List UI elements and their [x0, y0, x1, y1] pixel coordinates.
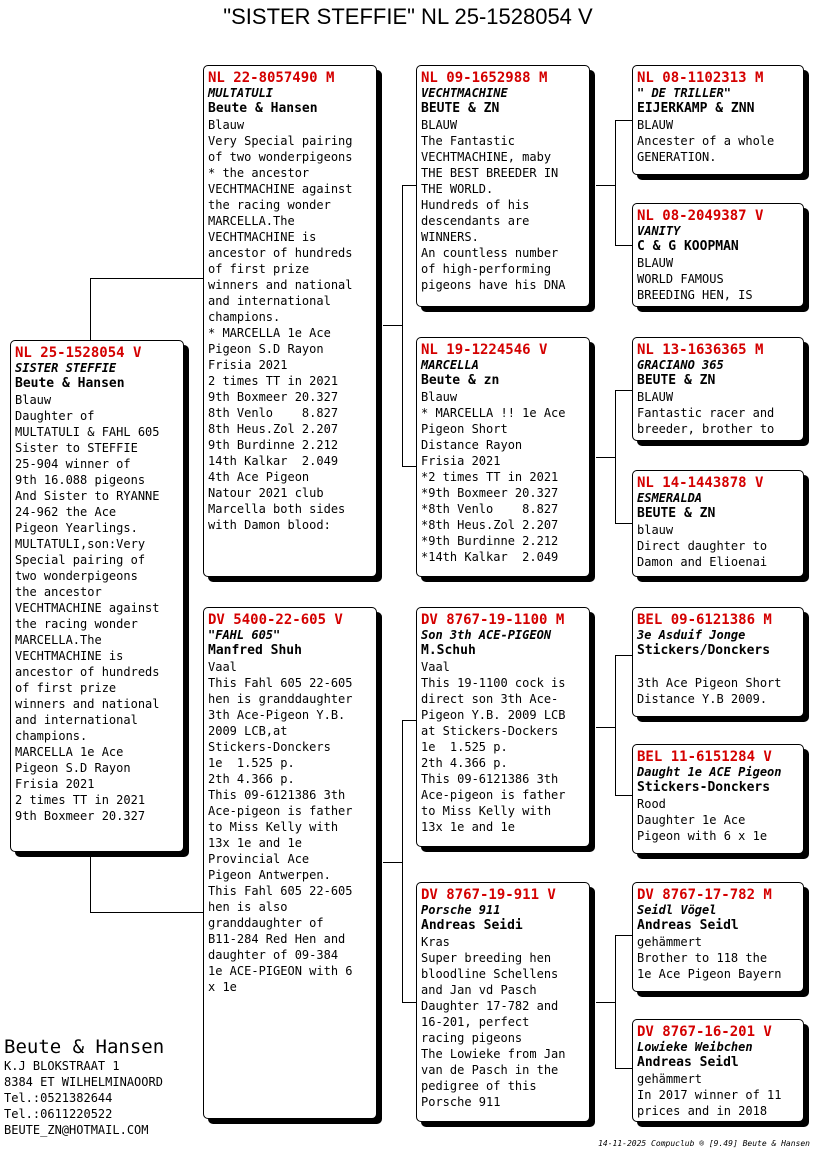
pigeon-color: BLAUW — [637, 390, 674, 404]
ring-number: NL 14-1443878 V — [637, 475, 764, 491]
pigeon-description: Brother to 118 the 1e Ace Pigeon Bayern — [637, 951, 782, 981]
pigeon-name: "FAHL 605" — [208, 628, 281, 642]
connector — [402, 185, 403, 466]
breeder-name: Andreas Seidl — [637, 1055, 739, 1070]
pedigree-card-sire — [203, 65, 377, 577]
connector — [402, 720, 417, 721]
connector — [615, 795, 633, 796]
pigeon-description: Direct daughter to Damon and Elioenai — [637, 539, 768, 569]
connector — [596, 185, 616, 186]
pedigree-card-dam-sire — [416, 607, 590, 847]
connector — [402, 720, 403, 1002]
breeder-name: Manfred Shuh — [208, 643, 302, 658]
ring-number: DV 8767-17-782 M — [637, 887, 772, 903]
breeder-name: Beute & Hansen — [15, 376, 125, 391]
connector — [90, 278, 204, 279]
pigeon-description: This 19-1100 cock is direct son 3th Ace- Pigeon Y.B. 2009 LCB at Stickers-Dockers 1e 1.525 p. 2th 4.366 p. This 09-6121386 3th Ace-pigeon is father to Miss Kelly with 13x 1e and 1e — [421, 676, 566, 834]
connector — [615, 120, 616, 245]
pigeon-description: WORLD FAMOUS BREEDING HEN, IS — [637, 272, 753, 302]
pigeon-description: In 2017 winner of 11 prices and in 2018 — [637, 1088, 782, 1118]
breeder-name: Andreas Seidl — [637, 918, 739, 933]
ring-number: NL 09-1652988 M — [421, 70, 548, 86]
pigeon-name: Daught 1e ACE Pigeon — [637, 765, 782, 779]
pigeon-description: Very Special pairing of two wonderpigeons * the ancestor VECHTMACHINE against the racing wonder MARCELLA.The VECHTMACHINE is ancestor of hundreds of first prize winners and national and international champions. * MARCELLA 1e Ace Pigeon S.D Rayon Frisia 2021 2 times TT in 2021 9th Boxmeer 20.327 8th Venlo 8.827 8th Heus.Zol 2.207 9th Burdinne 2.212 14th Kalkar 2.049 4th Ace Pigeon Natour 2021 club Marcella both sides with Damon blood: — [208, 134, 353, 532]
pigeon-name: Son 3th ACE-PIGEON — [421, 628, 552, 642]
owner-phone-2: Tel.:0611220522 — [4, 1107, 113, 1121]
pedigree-card-sire-dam — [416, 337, 590, 577]
pedigree-card-sdd — [632, 470, 804, 577]
footer-credit: 14-11-2025 Compuclub ® [9.49] Beute & Hansen — [598, 1139, 810, 1148]
pigeon-color: Blauw — [421, 390, 458, 404]
pedigree-card-dam-dam — [416, 882, 590, 1122]
pigeon-color: gehämmert — [637, 1072, 703, 1086]
pigeon-name: Seidl Vögel — [637, 903, 717, 917]
pigeon-name: Porsche 911 — [421, 903, 501, 917]
connector — [615, 523, 633, 524]
pigeon-color: Kras — [421, 935, 450, 949]
pigeon-color: BLAUW — [421, 118, 458, 132]
breeder-name: Stickers/Donckers — [637, 643, 771, 658]
page-title: "SISTER STEFFIE" NL 25-1528054 V — [223, 4, 593, 29]
connector — [596, 1002, 616, 1003]
pigeon-description: Daughter 1e Ace Pigeon with 6 x 1e — [637, 813, 768, 843]
connector — [596, 457, 616, 458]
connector — [615, 390, 616, 523]
breeder-name: Beute & Hansen — [208, 101, 318, 116]
pigeon-color: BLAUW — [637, 118, 674, 132]
pigeon-name: VANITY — [637, 224, 681, 238]
ring-number: DV 8767-19-911 V — [421, 887, 556, 903]
breeder-name: Beute & zn — [421, 373, 500, 388]
owner-city: 8384 ET WILHELMINAOORD — [4, 1075, 163, 1089]
connector — [90, 912, 204, 913]
breeder-name: EIJERKAMP & ZNN — [637, 101, 755, 116]
owner-name: Beute & Hansen — [4, 1036, 165, 1058]
pigeon-name: MARCELLA — [421, 358, 479, 372]
pedigree-card-subject — [10, 340, 184, 852]
ring-number: DV 8767-19-1100 M — [421, 612, 565, 628]
ring-number: NL 25-1528054 V — [15, 345, 142, 361]
pigeon-color — [637, 659, 799, 675]
pigeon-color: gehämmert — [637, 935, 703, 949]
pedigree-card-sds — [632, 337, 804, 441]
ring-number: BEL 09-6121386 M — [637, 612, 772, 628]
connector — [615, 935, 616, 1068]
breeder-name: BEUTE & ZN — [637, 373, 716, 388]
pigeon-color: Vaal — [421, 660, 450, 674]
pigeon-name: Lowieke Weibchen — [637, 1040, 753, 1054]
pigeon-color: Vaal — [208, 660, 237, 674]
ring-number: NL 13-1636365 M — [637, 342, 764, 358]
connector — [596, 727, 616, 728]
pedigree-card-sss — [632, 65, 804, 175]
connector — [402, 185, 417, 186]
pedigree-card-dss — [632, 607, 804, 717]
connector — [402, 466, 417, 467]
connector — [90, 852, 91, 912]
pigeon-description: * MARCELLA !! 1e Ace Pigeon Short Distance Rayon Frisia 2021 *2 times TT in 2021 *9th Boxmeer 20.327 *8th Venlo 8.827 *8th Heus.Zol 2.207 *9th Burdinne 2.212 *14th Kalkar 2.049 — [421, 406, 566, 564]
ring-number: NL 08-1102313 M — [637, 70, 764, 86]
connector — [615, 120, 633, 121]
breeder-name: C & G KOOPMAN — [637, 239, 739, 254]
pigeon-name: ESMERALDA — [637, 491, 703, 505]
pigeon-description: Ancester of a whole GENERATION. — [637, 134, 775, 164]
owner-phone-1: Tel.:0521382644 — [4, 1091, 113, 1105]
pigeon-description: Super breeding hen bloodline Schellens and Jan vd Pasch Daughter 17-782 and 16-201, perfect racing pigeons The Lowieke from Jan van de Pasch in the pedigree of this Porsche 911 — [421, 951, 566, 1109]
ring-number: DV 5400-22-605 V — [208, 612, 343, 628]
connector — [383, 862, 403, 863]
pedigree-card-dam — [203, 607, 377, 1119]
owner-address: K.J BLOKSTRAAT 1 — [4, 1059, 120, 1073]
connector — [615, 655, 616, 795]
pigeon-color: Blauw — [15, 393, 52, 407]
connector — [90, 278, 91, 340]
pedigree-card-sire-sire — [416, 65, 590, 307]
pigeon-color: blauw — [637, 523, 674, 537]
pedigree-card-ssd — [632, 203, 804, 307]
breeder-name: Stickers-Donckers — [637, 780, 771, 795]
breeder-name: Andreas Seidi — [421, 918, 523, 933]
pigeon-name: 3e Asduif Jonge — [637, 628, 746, 642]
pigeon-description: Fantastic racer and breeder, brother to — [637, 406, 775, 436]
owner-email: BEUTE_ZN@HOTMAIL.COM — [4, 1123, 149, 1137]
pigeon-color: BLAUW — [637, 256, 674, 270]
connector — [402, 1002, 417, 1003]
owner-info — [4, 1036, 164, 1138]
breeder-name: BEUTE & ZN — [421, 101, 500, 116]
connector — [615, 935, 633, 936]
connector — [615, 390, 633, 391]
pigeon-name: " DE TRILLER" — [637, 86, 731, 100]
pigeon-description: Daughter of MULTATULI & FAHL 605 Sister to STEFFIE 25-904 winner of 9th 16.088 pigeons And Sister to RYANNE 24-962 the Ace Pigeon Yearlings. MULTATULI,son:Very Special pairing of two wonderpigeons the ancestor VECHTMACHINE against the racing wonder MARCELLA.The VECHTMACHINE is ancestor of hundreds of first prize winners and national and international champions. MARCELLA 1e Ace Pigeon S.D Rayon Frisia 2021 2 times TT in 2021 9th Boxmeer 20.327 — [15, 409, 160, 823]
pigeon-description: This Fahl 605 22-605 hen is granddaughter 3th Ace-Pigeon Y.B. 2009 LCB,at Stickers-Donckers 1e 1.525 p. 2th 4.366 p. This 09-6121386 3th Ace-pigeon is father to Miss Kelly with 13x 1e and 1e Provincial Ace Pigeon Antwerpen. This Fahl 605 22-605 hen is also granddaughter of B11-284 Red Hen and daughter of 09-384 1e ACE-PIGEON with 6 x 1e — [208, 676, 353, 994]
pigeon-color: Rood — [637, 797, 666, 811]
ring-number: NL 19-1224546 V — [421, 342, 548, 358]
connector — [615, 1068, 633, 1069]
ring-number: NL 08-2049387 V — [637, 208, 764, 224]
pedigree-card-dds — [632, 882, 804, 992]
pedigree-card-ddd — [632, 1019, 804, 1122]
ring-number: BEL 11-6151284 V — [637, 749, 772, 765]
pigeon-description: The Fantastic VECHTMACHINE, maby THE BEST BREEDER IN THE WORLD. Hundreds of his descendants are WINNERS. An countless number of high-performing pigeons have his DNA — [421, 134, 566, 292]
pigeon-name: GRACIANO 365 — [637, 358, 724, 372]
connector — [615, 245, 633, 246]
connector — [615, 655, 633, 656]
pigeon-name: VECHTMACHINE — [421, 86, 508, 100]
ring-number: NL 22-8057490 M — [208, 70, 335, 86]
connector — [383, 325, 403, 326]
pigeon-color: Blauw — [208, 118, 245, 132]
pigeon-name: MULTATULI — [208, 86, 274, 100]
pigeon-name: SISTER STEFFIE — [15, 361, 117, 375]
breeder-name: M.Schuh — [421, 643, 476, 658]
ring-number: DV 8767-16-201 V — [637, 1024, 772, 1040]
pigeon-description: 3th Ace Pigeon Short Distance Y.B 2009. — [637, 676, 782, 706]
pedigree-card-dsd — [632, 744, 804, 854]
breeder-name: BEUTE & ZN — [637, 506, 716, 521]
